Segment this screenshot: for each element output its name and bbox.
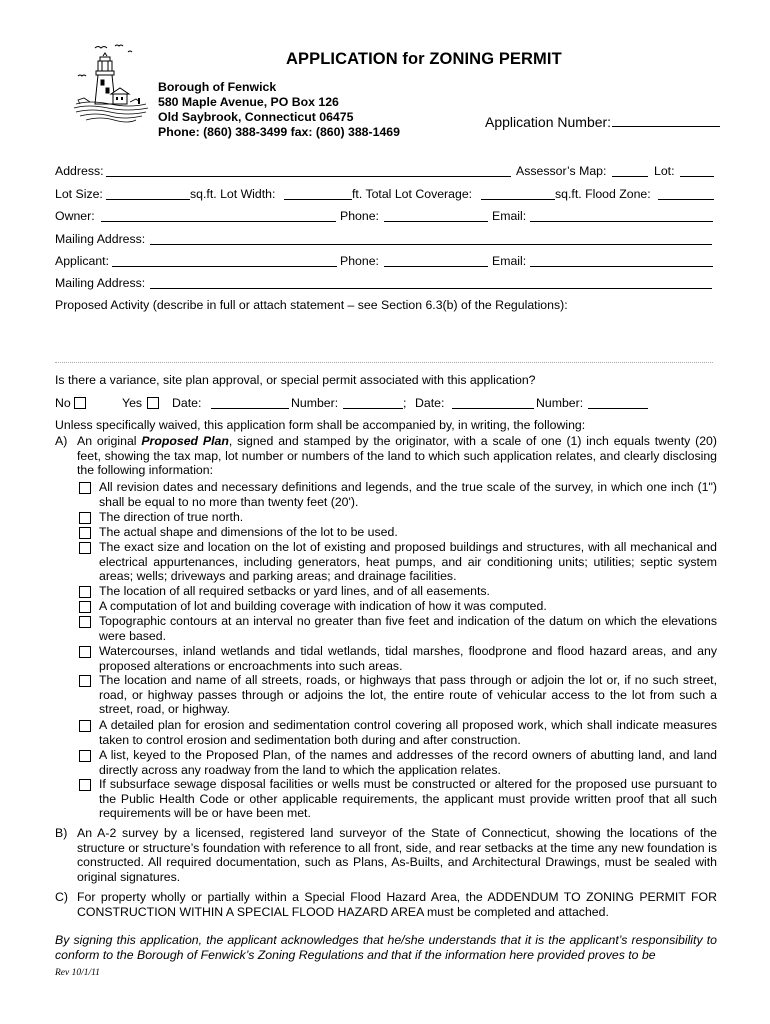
applicant-phone-label: Phone:	[340, 254, 379, 268]
total-lot-coverage-label: ft. Total Lot Coverage:	[352, 187, 473, 201]
application-number-field[interactable]	[612, 126, 720, 127]
section-a-text	[77, 434, 717, 478]
address-field[interactable]	[106, 176, 511, 177]
checklist-text: Watercourses, inland wetlands and tidal wetlands, tidal marshes, floodprone and flood hazard areas, and any proposed alterations or encroachments into such areas.	[99, 644, 717, 673]
lot-field[interactable]	[680, 176, 714, 177]
lot-label: Lot:	[654, 164, 675, 178]
checklist-text: Topographic contours at an interval no greater than five feet and indication of the datum on which the elevations were based.	[99, 614, 717, 643]
variance-no-checkbox[interactable]	[74, 397, 86, 409]
checklist-checkbox[interactable]	[79, 542, 91, 554]
address-label: Address:	[55, 164, 104, 178]
variance-yes-label: Yes	[122, 396, 143, 410]
lot-size-label: Lot Size:	[55, 187, 103, 201]
organization-block	[158, 80, 400, 140]
checklist-text: The direction of true north.	[99, 510, 244, 524]
checklist-checkbox[interactable]	[79, 646, 91, 658]
application-number-label: Application Number:	[485, 114, 612, 130]
applicant-mailing-address-label: Mailing Address:	[55, 276, 146, 290]
applicant-mailing-address-field[interactable]	[150, 288, 712, 289]
proposed-plan-term: Proposed Plan	[141, 434, 229, 448]
checklist-checkbox[interactable]	[79, 512, 91, 524]
signing-acknowledgement: By signing this application, the applicant acknowledges that he/she understands that it is the applicant’s responsibility to conform to the Borough of Fenwick’s Zoning Regulations and that if the information here provided proves to be	[55, 933, 717, 962]
checklist-text: The location of all required setbacks or yard lines, and of all easements.	[99, 584, 490, 598]
proposed-activity-divider	[55, 362, 713, 363]
variance-number-field[interactable]	[343, 408, 403, 409]
section-a-pre: An original	[77, 434, 142, 448]
applicant-label: Applicant:	[55, 254, 110, 268]
flood-zone-field[interactable]	[658, 199, 714, 200]
owner-mailing-address-label: Mailing Address:	[55, 232, 146, 246]
proposed-activity-label: Proposed Activity (describe in full or attach statement – see Section 6.3(b) of the Regulations):	[55, 298, 568, 312]
variance-yes-checkbox[interactable]	[147, 397, 159, 409]
owner-field[interactable]	[101, 221, 336, 222]
checklist-text: If subsurface sewage disposal facilities or wells must be constructed or altered for the proposed use pursuant to the Public Health Code or other applicable requirements, the applicant must provide written proof that all such requirements will be or have been met.	[99, 777, 717, 821]
checklist-checkbox[interactable]	[79, 720, 91, 732]
org-phone: Phone: (860) 388-3499 fax: (860) 388-1469	[158, 125, 400, 139]
revision-label: Rev 10/1/11	[55, 968, 100, 978]
checklist-text: A detailed plan for erosion and sedimentation control covering all proposed work, which shall indicate measures taken to control erosion and sedimentation both during and after construction.	[99, 718, 717, 747]
section-a-post: , signed and stamped by the originator, with a scale of one (1) inch equals twenty (20) feet, showing the tax map, lot number or numbers of the land to which such application relates, and clearly disclosing the following information:	[77, 434, 717, 478]
flood-zone-label: sq.ft. Flood Zone:	[555, 187, 651, 201]
section-b-label: B)	[55, 826, 68, 840]
variance-number-label: Number:	[291, 396, 339, 410]
lot-width-field[interactable]	[284, 199, 352, 200]
checklist-text: The location and name of all streets, roads, or highways that pass through or adjoin the lot or, if no such street, road, or highway passes through or adjoins the lot, the entire route of vehicular access to the lot from such a street, road, or highway.	[99, 673, 717, 717]
owner-email-label: Email:	[492, 209, 527, 223]
assessors-map-field[interactable]	[612, 176, 648, 177]
total-lot-coverage-field[interactable]	[481, 199, 555, 200]
checklist-checkbox[interactable]	[79, 527, 91, 539]
org-city: Old Saybrook, Connecticut 06475	[158, 110, 354, 124]
variance-number-separator: ;	[403, 396, 407, 410]
checklist-checkbox[interactable]	[79, 675, 91, 687]
checklist-checkbox[interactable]	[79, 616, 91, 628]
owner-phone-label: Phone:	[340, 209, 379, 223]
variance-question: Is there a variance, site plan approval, or special permit associated with this application?	[55, 373, 536, 387]
assessors-map-label: Assessor’s Map:	[516, 164, 607, 178]
checklist-checkbox[interactable]	[79, 601, 91, 613]
owner-label: Owner:	[55, 209, 95, 223]
variance-number2-field[interactable]	[588, 408, 648, 409]
requirements-intro: Unless specifically waived, this application form shall be accompanied by, in writing, the following:	[55, 418, 586, 432]
page-title: APPLICATION for ZONING PERMIT	[286, 50, 562, 68]
checklist-text: A computation of lot and building coverage with indication of how it was computed.	[99, 599, 547, 613]
applicant-email-field[interactable]	[530, 266, 713, 267]
section-c-text: For property wholly or partially within a Special Flood Hazard Area, the ADDENDUM TO ZONING PERMIT FOR CONSTRUCTION WITHIN A SPECIAL FLOOD HAZARD AREA must be completed and attached.	[77, 890, 717, 919]
lot-size-field[interactable]	[106, 199, 190, 200]
org-address: 580 Maple Avenue, PO Box 126	[158, 95, 339, 109]
org-name: Borough of Fenwick	[158, 80, 277, 94]
checklist-text: The actual shape and dimensions of the lot to be used.	[99, 525, 398, 539]
variance-date-field[interactable]	[211, 408, 289, 409]
proposed-activity-area[interactable]	[55, 314, 713, 360]
checklist-checkbox[interactable]	[79, 779, 91, 791]
applicant-email-label: Email:	[492, 254, 527, 268]
variance-date2-label: Date:	[415, 396, 445, 410]
variance-number2-label: Number:	[536, 396, 584, 410]
checklist-text: The exact size and location on the lot of existing and proposed buildings and structures, with all mechanical and electrical appurtenances, including generators, heat pumps, and air conditioning units; utilities; septic system areas; wells; driveways and parking areas; and drainage facilities.	[99, 540, 717, 584]
lot-width-label: sq.ft. Lot Width:	[190, 187, 276, 201]
checklist-checkbox[interactable]	[79, 750, 91, 762]
checklist-text: All revision dates and necessary definitions and legends, and the true scale of the survey, in which one inch (1") shall be equal to no more than twenty feet (20').	[99, 480, 717, 509]
owner-mailing-address-field[interactable]	[150, 244, 712, 245]
applicant-field[interactable]	[112, 266, 337, 267]
checklist-text: A list, keyed to the Proposed Plan, of the names and addresses of the record owners of abutting land, and land directly across any roadway from the land to which the application relates.	[99, 748, 717, 777]
variance-date-label: Date:	[172, 396, 202, 410]
owner-email-field[interactable]	[530, 221, 713, 222]
section-b-text: An A-2 survey by a licensed, registered land surveyor of the State of Connecticut, showing the locations of the structure or structure’s foundation with reference to all front, side, and rear setbacks at the time any new foundation is constructed. All required documentation, such as Plans, As-Builts, and Architectural Drawings, must be sealed with original signatures.	[77, 826, 717, 884]
checklist-checkbox[interactable]	[79, 586, 91, 598]
owner-phone-field[interactable]	[384, 221, 488, 222]
checklist-checkbox[interactable]	[79, 482, 91, 494]
section-a-label: A)	[55, 434, 68, 448]
lighthouse-logo	[70, 42, 150, 124]
variance-no-label: No	[55, 396, 71, 410]
applicant-phone-field[interactable]	[384, 266, 488, 267]
variance-date2-field[interactable]	[452, 408, 534, 409]
section-c-label: C)	[55, 890, 68, 904]
